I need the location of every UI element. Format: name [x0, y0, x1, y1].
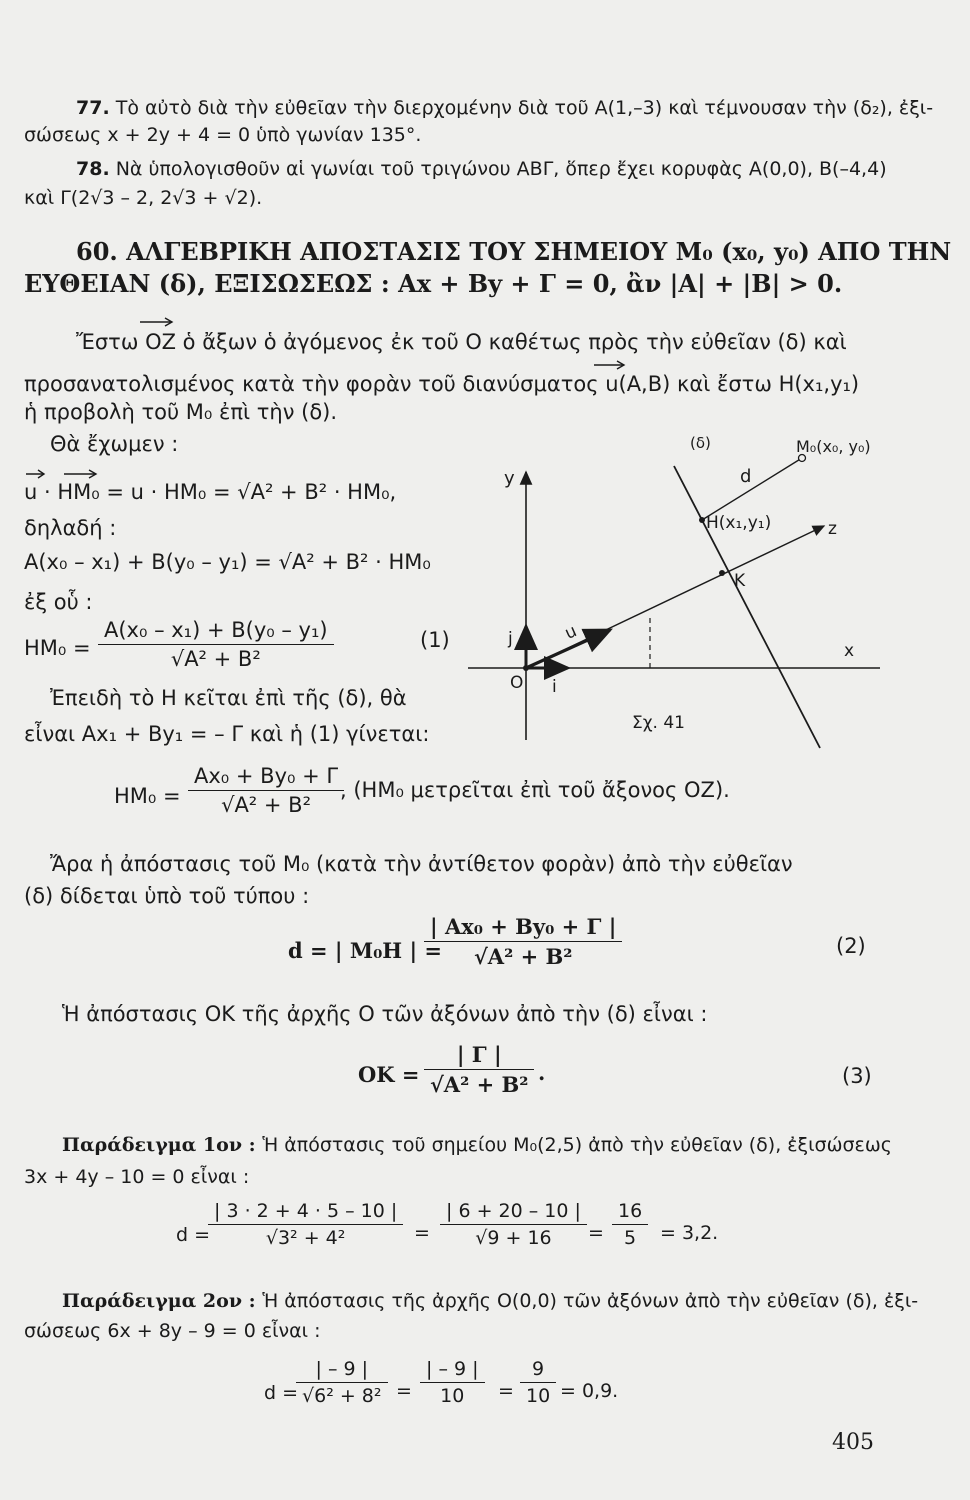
- intro-line3: ἡ προβολὴ τοῦ M₀ ἐπὶ τὴν (δ).: [24, 400, 338, 424]
- example-label: Παράδειγμα 2ον :: [62, 1290, 256, 1312]
- eq1-lhs: HM₀ =: [24, 636, 91, 660]
- ex1-f1-numerator: | 3 · 2 + 4 · 5 – 10 |: [214, 1200, 398, 1222]
- ex1-d: d =: [176, 1224, 211, 1246]
- label-delta: (δ): [690, 434, 711, 452]
- label-z: z: [828, 519, 837, 539]
- ex2-f1-denominator: √6² + 8²: [302, 1385, 382, 1407]
- label-y: y: [504, 468, 515, 489]
- hence-line1: Ἄρα ἡ ἀπόστασις τοῦ M₀ (κατὰ τὴν ἀντίθετον φορὰν) ἀπὸ τὴν εὐθεῖαν: [50, 852, 793, 876]
- eq3-lhs: OK =: [358, 1062, 420, 1087]
- problem-78-line2: καὶ Γ(2√3 – 2, 2√3 + √2).: [24, 187, 263, 209]
- ex2-fraction-2: [420, 1358, 485, 1407]
- eq1-numerator: A(x₀ – x₁) + B(y₀ – y₁): [104, 618, 328, 642]
- label-u: u: [561, 621, 580, 644]
- eq1-denominator: √A² + B²: [170, 647, 261, 671]
- figure-41: [460, 430, 940, 760]
- label-o: O: [510, 673, 524, 693]
- ex1-fraction-1: [208, 1200, 403, 1249]
- we-have-text: Θὰ ἔχωμεν :: [50, 432, 179, 456]
- eq1-tag: (1): [420, 628, 450, 652]
- eq3-fraction: [424, 1042, 534, 1097]
- ex2-f1-numerator: | – 9 |: [315, 1358, 369, 1380]
- ex2-fraction-3: [520, 1358, 556, 1407]
- intro-line1: Ἔστω OZ ὁ ἄξων ὁ ἀγόμενος ἐκ τοῦ O καθέτως πρὸς τὴν εὐθεῖαν (δ) καὶ: [76, 330, 847, 354]
- eq2-numerator: | Ax₀ + By₀ + Γ |: [430, 914, 617, 939]
- figure-caption: Σχ. 41: [632, 713, 686, 733]
- intro-line2: προσανατολισμένος κατὰ τὴν φορὰν τοῦ διανύσματος u(A,B) καὶ ἔστω H(x₁,y₁): [24, 372, 860, 396]
- label-k: K: [734, 571, 746, 591]
- example-1-line1: [62, 1132, 892, 1157]
- eq1b-note: , (HM₀ μετρεῖται ἐπὶ τοῦ ἄξονος OZ).: [340, 778, 730, 802]
- example-2-line2: σώσεως 6x + 8y – 9 = 0 εἶναι :: [24, 1320, 321, 1342]
- ex1-f2-denominator: √9 + 16: [475, 1227, 552, 1249]
- label-x: x: [844, 641, 855, 661]
- example-2-line1: [62, 1288, 918, 1313]
- problem-text: Νὰ ὑπολογισθοῦν αἱ γωνίαι τοῦ τριγώνου ΑΒΓ, ὅπερ ἔχει κορυφὰς Α(0,0), Β(–4,4): [115, 158, 887, 180]
- eq2-lhs: d = | M₀H | =: [288, 938, 442, 963]
- line-delta: [674, 466, 820, 748]
- hence-line2: (δ) δίδεται ὑπὸ τοῦ τύπου :: [24, 884, 310, 908]
- ex1-fraction-3: [612, 1200, 648, 1249]
- expanded-equation: A(x₀ – x₁) + B(y₀ – y₁) = √A² + B² · HM₀: [24, 550, 431, 574]
- ex2-f2-numerator: | – 9 |: [426, 1358, 479, 1380]
- page-number: 405: [832, 1430, 874, 1455]
- section-heading-line1: 60. ΑΛΓΕΒΡΙΚΗ ΑΠΟΣΤΑΣΙΣ ΤΟΥ ΣΗΜΕΙΟΥ M₀ (x₀, y₀) ΑΠΟ ΤΗΝ: [76, 237, 952, 266]
- ex2-equals-b: =: [498, 1380, 514, 1402]
- eq1b-numerator: Ax₀ + By₀ + Γ: [194, 764, 339, 788]
- ex2-result: = 0,9.: [560, 1380, 619, 1402]
- ex1-equals-a: =: [414, 1222, 430, 1244]
- example-label: Παράδειγμα 1ον :: [62, 1134, 256, 1156]
- eq1b-denominator: √A² + B²: [221, 793, 311, 817]
- eq3-tag: (3): [842, 1064, 872, 1088]
- example-text: Ἡ ἀπόστασις τῆς ἀρχῆς O(0,0) τῶν ἀξόνων ἀπὸ τὴν εὐθεῖαν (δ), ἐξι-: [262, 1290, 919, 1312]
- example-1-line2: 3x + 4y – 10 = 0 εἶναι :: [24, 1166, 250, 1188]
- eq2-tag: (2): [836, 934, 866, 958]
- example-text: Ἡ ἀπόστασις τοῦ σημείου M₀(2,5) ἀπὸ τὴν εὐθεῖαν (δ), ἐξισώσεως: [262, 1134, 892, 1156]
- label-h: H(x₁,y₁): [706, 513, 772, 533]
- eq3-dot: .: [538, 1060, 546, 1085]
- ok-line: Ἡ ἀπόστασις OK τῆς ἀρχῆς O τῶν ἀξόνων ἀπὸ τὴν (δ) εἶναι :: [62, 1002, 708, 1026]
- ex2-d: d =: [264, 1382, 299, 1404]
- label-m0: M₀(x₀, y₀): [796, 437, 871, 456]
- eq1-fraction: [98, 618, 334, 671]
- since-line1: Ἐπειδὴ τὸ H κεῖται ἐπὶ τῆς (δ), θὰ: [50, 686, 407, 710]
- ex1-f1-denominator: √3² + 4²: [265, 1227, 346, 1249]
- ex1-fraction-2: [440, 1200, 587, 1249]
- problem-number: 77.: [76, 97, 110, 119]
- eq1b-fraction: [188, 764, 344, 817]
- label-j: j: [508, 629, 513, 649]
- problem-77-line2: σώσεως x + 2y + 4 = 0 ὑπὸ γωνίαν 135°.: [24, 124, 422, 146]
- eq2-denominator: √A² + B²: [473, 944, 573, 969]
- section-heading-line2: ΕΥΘΕΙΑΝ (δ), ΕΞΙΣΩΣΕΩΣ : Ax + By + Γ = 0, ἂν |A| + |B| > 0.: [24, 269, 843, 298]
- eq3-numerator: | Γ |: [456, 1042, 502, 1067]
- label-d: d: [740, 466, 752, 487]
- since-line2: εἶναι Ax₁ + By₁ = – Γ καὶ ἡ (1) γίνεται:: [24, 722, 430, 746]
- ex2-fraction-1: [296, 1358, 388, 1407]
- label-i: i: [552, 677, 557, 697]
- ex1-result: = 3,2.: [660, 1222, 719, 1244]
- problem-number: 78.: [76, 158, 110, 180]
- problem-text: Τὸ αὐτὸ διὰ τὴν εὐθεῖαν τὴν διερχομένην διὰ τοῦ Α(1,–3) καὶ τέμνουσαν τὴν (δ₂), ἐξι-: [115, 97, 934, 119]
- vector-equation: u · HM₀ = u · HM₀ = √A² + B² · HM₀,: [24, 480, 397, 504]
- ex2-f2-denominator: 10: [440, 1385, 465, 1407]
- point-k: [719, 570, 725, 576]
- eq1b-lhs: HM₀ =: [114, 784, 181, 808]
- ex1-f3-numerator: 16: [618, 1200, 643, 1222]
- ex1-equals-b: =: [588, 1222, 604, 1244]
- point-h: [699, 517, 705, 523]
- ex2-equals-a: =: [396, 1380, 412, 1402]
- whence-text: ἐξ οὗ :: [24, 590, 93, 614]
- distance-segment: [702, 458, 802, 520]
- that-is-text: δηλαδή :: [24, 516, 117, 540]
- ex2-f3-numerator: 9: [532, 1358, 545, 1380]
- eq3-denominator: √A² + B²: [430, 1072, 529, 1097]
- ex1-f2-numerator: | 6 + 20 – 10 |: [446, 1200, 581, 1222]
- ex2-f3-denominator: 10: [526, 1385, 551, 1407]
- ex1-f3-denominator: 5: [624, 1227, 637, 1249]
- eq2-fraction: [424, 914, 622, 969]
- point-o: [523, 665, 529, 671]
